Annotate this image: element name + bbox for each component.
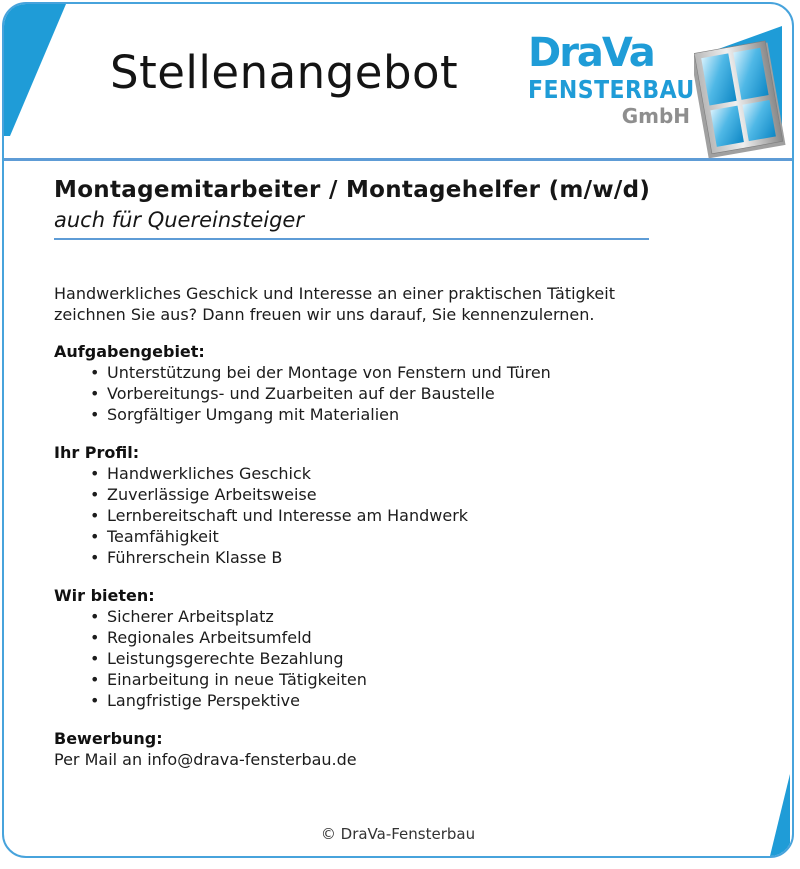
bullet-icon: • [90, 384, 100, 403]
list-item-text: Einarbeitung in neue Tätigkeiten [107, 670, 367, 689]
logo-legal-form: GmbH [621, 104, 690, 128]
list-item-text: Handwerkliches Geschick [107, 464, 312, 483]
list-item [54, 669, 742, 690]
section-heading-aufgabengebiet: Aufgabengebiet: [54, 342, 205, 361]
list-item-text: Vorbereitungs- und Zuarbeiten auf der Baustelle [107, 384, 495, 403]
bullet-icon: • [90, 405, 100, 424]
logo-text-block [528, 30, 695, 128]
company-logo [528, 30, 786, 160]
list-item [54, 690, 742, 711]
list-item [54, 648, 742, 669]
list-item-text: Unterstützung bei der Montage von Fenstern und Türen [107, 363, 551, 382]
page-title: Stellenangebot [110, 46, 459, 99]
aufgabengebiet-list [54, 362, 742, 425]
list-item [54, 463, 742, 484]
list-item-text: Sicherer Arbeitsplatz [107, 607, 274, 626]
intro-line: zeichnen Sie aus? Dann freuen wir uns darauf, Sie kennenzulernen. [54, 305, 595, 324]
content [4, 177, 792, 770]
ihr-profil-list [54, 463, 742, 568]
list-item [54, 362, 742, 383]
list-item-text: Leistungsgerechte Bezahlung [107, 649, 344, 668]
logo-brand-name: DraVa [528, 30, 654, 76]
wir-bieten-list [54, 606, 742, 711]
list-item [54, 383, 742, 404]
section-heading-wir-bieten: Wir bieten: [54, 586, 155, 605]
list-item [54, 484, 742, 505]
bullet-icon: • [90, 527, 100, 546]
header [4, 4, 792, 161]
list-item-text: Zuverlässige Arbeitsweise [107, 485, 317, 504]
logo-division-name: FENSTERBAU [528, 75, 695, 104]
bullet-icon: • [90, 485, 100, 504]
list-item-text: Regionales Arbeitsumfeld [107, 628, 312, 647]
list-item [54, 404, 742, 425]
list-item-text: Langfristige Perspektive [107, 691, 300, 710]
list-item [54, 505, 742, 526]
corner-triangle-bottom-right-icon [768, 774, 792, 856]
job-subtitle: auch für Quereinsteiger [54, 208, 304, 232]
section-heading-bewerbung: Bewerbung: [54, 729, 163, 748]
subtitle-underline [54, 238, 649, 240]
bullet-icon: • [90, 649, 100, 668]
list-item [54, 606, 742, 627]
bullet-icon: • [90, 607, 100, 626]
list-item [54, 547, 742, 568]
window-icon [694, 18, 786, 160]
list-item-text: Lernbereitschaft und Interesse am Handwerk [107, 506, 469, 525]
bullet-icon: • [90, 363, 100, 382]
list-item-text: Teamfähigkeit [107, 527, 219, 546]
list-item-text: Führerschein Klasse B [107, 548, 283, 567]
flyer-page [2, 2, 794, 858]
application-contact-line: Per Mail an info@drava-fensterbau.de [54, 750, 357, 769]
intro-paragraph [54, 283, 742, 325]
bullet-icon: • [90, 506, 100, 525]
section-heading-ihr-profil: Ihr Profil: [54, 443, 140, 462]
bullet-icon: • [90, 628, 100, 647]
bullet-icon: • [90, 464, 100, 483]
bullet-icon: • [90, 548, 100, 567]
list-item-text: Sorgfältiger Umgang mit Materialien [107, 405, 400, 424]
list-item [54, 526, 742, 547]
job-position-title: Montagemitarbeiter / Montagehelfer (m/w/d) [54, 177, 651, 203]
bullet-icon: • [90, 691, 100, 710]
copyright-footer: © DraVa-Fensterbau [320, 825, 476, 843]
list-item [54, 627, 742, 648]
intro-line: Handwerkliches Geschick und Interesse an einer praktischen Tätigkeit [54, 284, 615, 303]
bullet-icon: • [90, 670, 100, 689]
